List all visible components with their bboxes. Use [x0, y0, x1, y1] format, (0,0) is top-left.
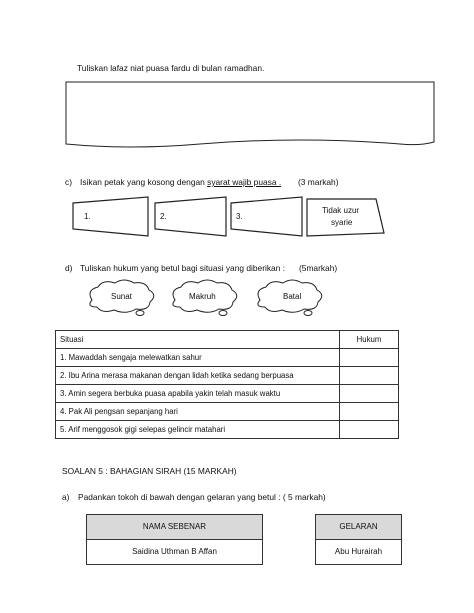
header-situasi: Situasi — [56, 331, 340, 349]
section-c-instruction — [80, 178, 281, 186]
table-row — [56, 367, 399, 385]
section-c-text: Isikan petak yang kosong dengan — [80, 177, 208, 187]
hukum-answer-cell[interactable] — [340, 421, 399, 439]
hukum-answer-cell[interactable] — [340, 403, 399, 421]
header-hukum: Hukum — [340, 331, 399, 349]
nama-sebenar-table — [86, 514, 263, 565]
soalan5-instruction: Padankan tokoh di bawah dengan gelaran yang betul : ( 5 markah) — [78, 492, 326, 502]
situasi-cell: 2. Ibu Arina merasa makanan dengan lidah ketika sedang berpuasa — [56, 367, 340, 385]
situasi-cell: 5. Arif menggosok gigi selepas gelincir matahari — [56, 421, 340, 439]
syarat-box-4-line1: Tidak uzur — [322, 206, 360, 215]
situasi-cell: 3. Amin segera berbuka puasa apabila yakin telah masuk waktu — [56, 385, 340, 403]
section-c-marks: (3 markah) — [298, 177, 339, 187]
cloud-makruh: Makruh — [189, 292, 216, 301]
hukum-answer-cell[interactable] — [340, 367, 399, 385]
section-d-label: d) — [65, 263, 73, 273]
section-d-marks: (5markah) — [299, 263, 338, 273]
syarat-box-1[interactable]: 1. — [84, 212, 91, 221]
soalan5-title: SOALAN 5 : BAHAGIAN SIRAH (15 MARKAH) — [62, 466, 237, 476]
gelaran-table — [315, 514, 402, 565]
situasi-cell: 1. Mawaddah sengaja melewatkan sahur — [56, 349, 340, 367]
nama-sebenar-header: NAMA SEBENAR — [87, 515, 263, 540]
hukum-answer-cell[interactable] — [340, 349, 399, 367]
table-row — [56, 421, 399, 439]
hukum-answer-cell[interactable] — [340, 385, 399, 403]
gelaran-value[interactable]: Abu Hurairah — [316, 540, 402, 565]
section-d-instruction: Tuliskan hukum yang betul bagi situasi yang diberikan : — [80, 263, 285, 273]
nama-sebenar-value[interactable]: Saidina Uthman B Affan — [87, 540, 263, 565]
cloud-batal: Batal — [283, 292, 302, 301]
syarat-box-3[interactable]: 3. — [236, 212, 243, 221]
situasi-table — [55, 330, 399, 439]
syarat-box-2[interactable]: 2. — [160, 212, 167, 221]
situasi-cell: 4. Pak Ali pengsan sepanjang hari — [56, 403, 340, 421]
cloud-sunat: Sunat — [111, 292, 132, 301]
syarat-box-4-line2: syarie — [331, 218, 353, 227]
syarat-wajib-puasa: syarat wajib puasa . — [207, 177, 282, 187]
table-row — [56, 403, 399, 421]
table-row — [56, 349, 399, 367]
table-row — [56, 385, 399, 403]
soalan5-label: a) — [62, 492, 70, 502]
table-header-row — [56, 331, 399, 349]
gelaran-header: GELARAN — [316, 515, 402, 540]
niat-instruction: Tuliskan lafaz niat puasa fardu di bulan ramadhan. — [77, 63, 265, 73]
section-c-label: c) — [65, 177, 72, 187]
